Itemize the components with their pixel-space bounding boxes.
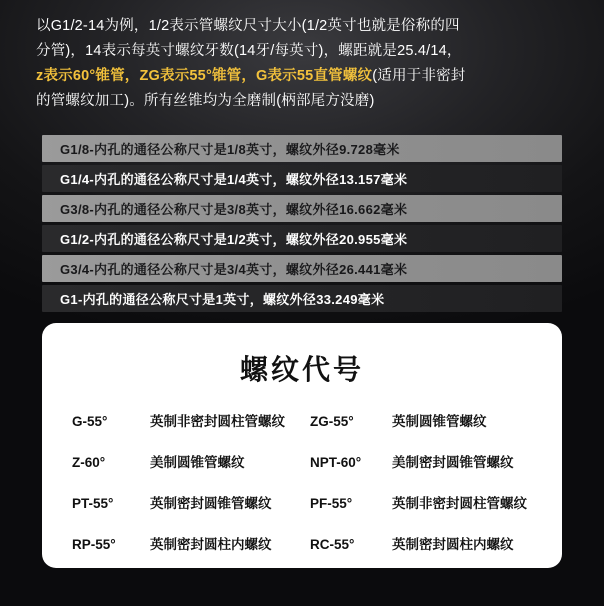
thread-code-desc: 英制密封圆柱内螺纹	[150, 537, 272, 552]
thread-code: NPT-60°	[310, 455, 362, 470]
thread-code: ZG-55°	[310, 414, 354, 429]
thread-code-grid	[42, 410, 562, 553]
spec-row: G1/2-内孔的通径公称尺寸是1/2英寸，螺纹外径20.955毫米	[42, 225, 562, 252]
intro-line-2: 分管)，14表示每英寸螺纹牙数(14牙/每英寸)，螺距就是25.4/14，	[36, 43, 462, 59]
thread-code-desc: 英制非密封圆柱管螺纹	[150, 414, 285, 429]
thread-code-card	[42, 323, 562, 568]
spec-row: G1-内孔的通径公称尺寸是1英寸，螺纹外径33.249毫米	[42, 285, 562, 312]
thread-code-desc: 英制密封圆锥管螺纹	[150, 496, 272, 511]
card-title: 螺纹代号	[239, 354, 364, 385]
spec-row: G3/8-内孔的通径公称尺寸是3/8英寸，螺纹外径16.662毫米	[42, 195, 562, 222]
thread-code-item	[72, 533, 310, 553]
thread-code: Z-60°	[72, 455, 106, 470]
thread-code-item	[310, 492, 548, 512]
thread-code: RC-55°	[310, 537, 355, 552]
thread-code-item	[72, 492, 310, 512]
intro-paragraph	[36, 14, 576, 114]
spec-row: G1/4-内孔的通径公称尺寸是1/4英寸，螺纹外径13.157毫米	[42, 165, 562, 192]
thread-code-item	[72, 410, 310, 430]
thread-code-desc: 英制非密封圆柱管螺纹	[392, 496, 527, 511]
thread-code-desc: 美制圆锥管螺纹	[150, 455, 245, 470]
thread-code-desc: 英制密封圆柱内螺纹	[392, 537, 514, 552]
thread-code: PF-55°	[310, 496, 353, 511]
thread-code-item	[72, 451, 310, 471]
thread-code-item	[310, 533, 548, 553]
thread-code: PT-55°	[72, 496, 114, 511]
intro-highlight: z表示60°锥管，ZG表示55°锥管，G表示55直管螺纹	[36, 68, 373, 84]
thread-code-desc: 美制密封圆锥管螺纹	[392, 455, 514, 470]
thread-code-item	[310, 451, 548, 471]
thread-code: G-55°	[72, 414, 108, 429]
intro-line-1: 以G1/2-14为例，1/2表示管螺纹尺寸大小(1/2英寸也就是俗称的四	[36, 18, 460, 34]
spec-row: G3/4-内孔的通径公称尺寸是3/4英寸，螺纹外径26.441毫米	[42, 255, 562, 282]
intro-line-3	[36, 64, 576, 89]
thread-code-desc: 英制圆锥管螺纹	[392, 414, 487, 429]
spec-row: G1/8-内孔的通径公称尺寸是1/8英寸，螺纹外径9.728毫米	[42, 135, 562, 162]
thread-code-item	[310, 410, 548, 430]
intro-line-4: 的管螺纹加工)。所有丝锥均为全磨制(柄部尾方没磨)	[36, 93, 375, 109]
intro-line-3-rest: (适用于非密封	[372, 68, 466, 84]
thread-code: RP-55°	[72, 537, 116, 552]
spec-list	[42, 135, 562, 315]
